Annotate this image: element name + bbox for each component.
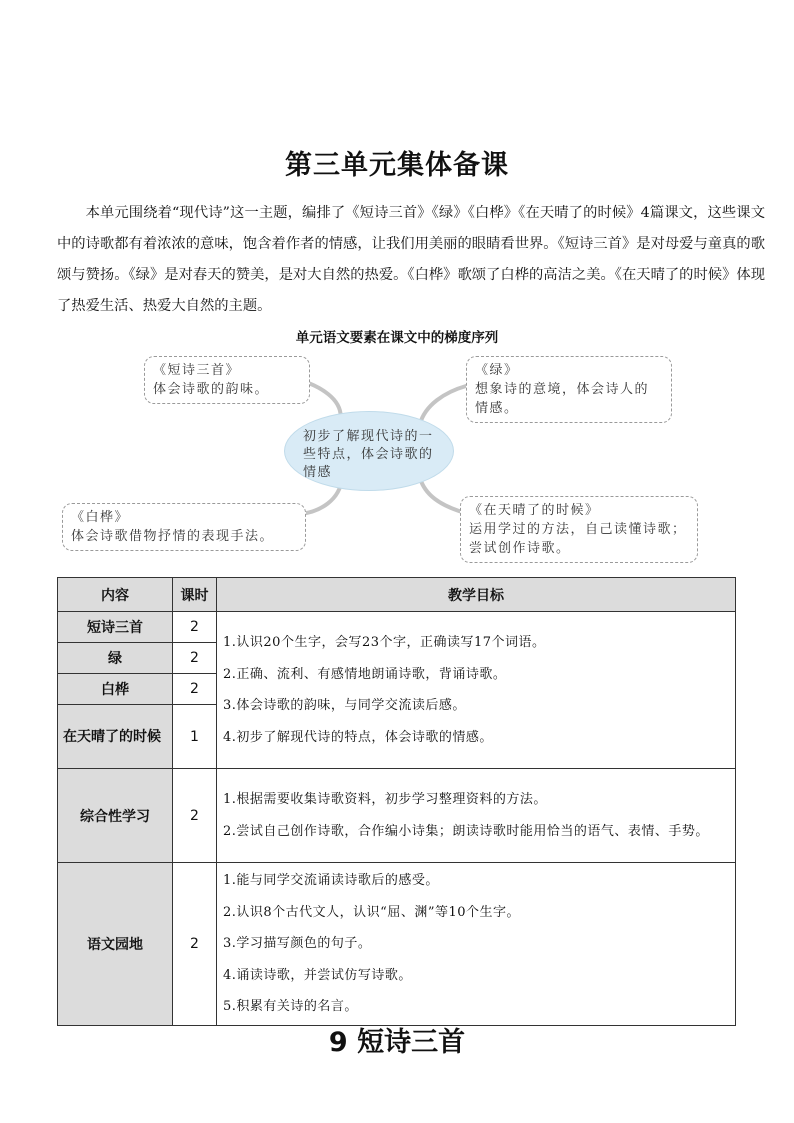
header-goals: 教学目标 <box>217 578 736 612</box>
table-header-row <box>58 578 736 612</box>
lesson-name: 综合性学习 <box>58 769 173 863</box>
goal-item: 4.诵读诗歌，并尝试仿写诗歌。 <box>223 967 412 983</box>
next-lesson-title: 9 短诗三首 <box>328 1027 466 1058</box>
lesson-name: 绿 <box>58 643 173 674</box>
goal-item: 4.初步了解现代诗的特点，体会诗歌的情感。 <box>223 729 493 745</box>
lesson-hours: 2 <box>173 674 217 705</box>
connector-bottom-right <box>420 478 462 512</box>
lesson-hours: 1 <box>173 705 217 769</box>
node-text: 体会诗歌借物抒情的表现手法。 <box>71 529 275 544</box>
header-content: 内容 <box>58 578 173 612</box>
goals-cell-poems <box>217 612 736 769</box>
lesson-hours: 2 <box>173 863 217 1026</box>
goals-cell-study <box>217 769 736 863</box>
lesson-name: 短诗三首 <box>58 612 173 643</box>
node-text: 体会诗歌的韵味。 <box>153 382 270 397</box>
lesson-name: 白桦 <box>58 674 173 705</box>
teaching-plan-table <box>57 577 736 1026</box>
node-title: 《短诗三首》 <box>153 363 241 378</box>
page-title: 第三单元集体备课 <box>285 150 509 181</box>
lesson-name: 在天晴了的时候 <box>58 705 173 769</box>
table-row <box>58 769 736 863</box>
mindmap-node-short-poems <box>144 356 310 404</box>
goal-item: 3.体会诗歌的韵味，与同学交流读后感。 <box>223 698 466 713</box>
goal-item: 1.能与同学交流诵读诗歌后的感受。 <box>223 873 439 888</box>
node-title: 《绿》 <box>475 363 519 378</box>
table-row <box>58 863 736 1026</box>
lesson-hours: 2 <box>173 643 217 674</box>
lesson-hours: 2 <box>173 612 217 643</box>
node-text: 运用学过的方法，自己读懂诗歌；尝试创作诗歌。 <box>469 522 687 556</box>
goal-item: 1.根据需要收集诗歌资料，初步学习整理资料的方法。 <box>223 792 547 807</box>
node-title: 《白桦》 <box>71 510 130 525</box>
header-hours: 课时 <box>173 578 217 612</box>
goal-item: 2.认识8个古代文人，认识“屈、渊”等10个生字。 <box>223 904 521 920</box>
goal-item: 1.认识20个生字，会写23个字，正确读写17个词语。 <box>223 635 546 650</box>
intro-paragraph: 本单元围绕着“现代诗”这一主题，编排了《短诗三首》《绿》《白桦》《在天晴了的时候》4篇课文，这些课文中的诗歌都有着浓浓的意味，饱含着作者的情感，让我们用美丽的眼睛看世界。《短诗三首》是对母爱与童真的歌颂与赞扬。《绿》是对春天的赞美，是对大自然的热爱。《白桦》歌颂了白桦的高洁之美。《在天晴了的时候》体现了热爱生活、热爱大自然的主题。 <box>57 205 765 314</box>
connector-top-right <box>420 386 466 424</box>
goal-item: 5.积累有关诗的名言。 <box>223 999 358 1014</box>
mindmap-node-sunny <box>460 496 698 563</box>
goal-item: 3.学习描写颜色的句子。 <box>223 936 372 951</box>
mindmap-title: 单元语文要素在课文中的梯度序列 <box>295 330 499 346</box>
mindmap-node-green <box>466 356 672 423</box>
lesson-hours: 2 <box>173 769 217 863</box>
table-row <box>58 612 736 643</box>
mindmap-node-birch <box>62 503 306 551</box>
lesson-name: 语文园地 <box>58 863 173 1026</box>
goal-item: 2.正确、流利、有感情地朗诵诗歌，背诵诗歌。 <box>223 666 507 682</box>
node-text: 想象诗的意境，体会诗人的情感。 <box>475 382 650 416</box>
node-title: 《在天晴了的时候》 <box>469 503 600 518</box>
goal-item: 2.尝试自己创作诗歌，合作编小诗集；朗读诗歌时能用恰当的语气、表情、手势。 <box>223 823 709 839</box>
mindmap-center-text: 初步了解现代诗的一些特点，体会诗歌的情感 <box>303 429 434 480</box>
goals-cell-garden <box>217 863 736 1026</box>
